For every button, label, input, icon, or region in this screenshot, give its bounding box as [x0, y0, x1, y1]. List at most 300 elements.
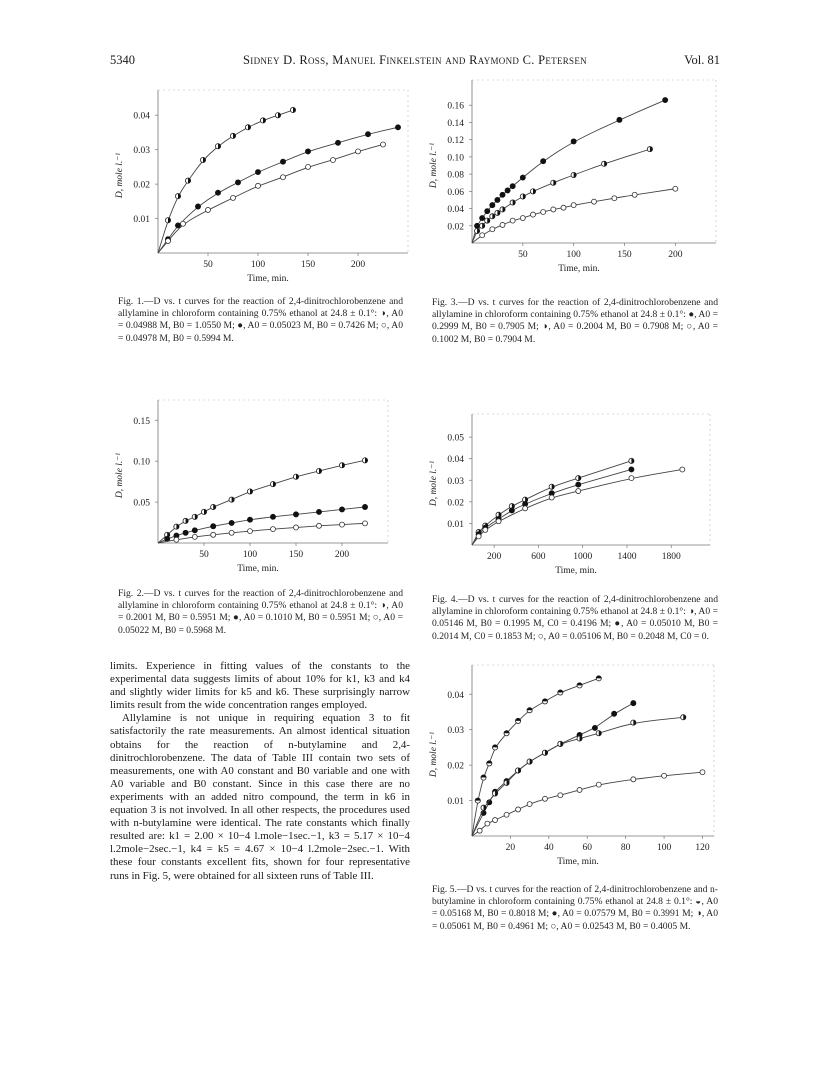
data-point — [200, 157, 205, 162]
marker-open — [256, 183, 261, 188]
data-point — [617, 117, 622, 122]
x-tick-label: 200 — [334, 550, 350, 560]
data-point — [596, 731, 601, 736]
marker-open — [166, 238, 171, 243]
figure-3-plot — [420, 85, 720, 295]
data-point — [515, 718, 520, 723]
data-point — [331, 158, 336, 163]
data-point — [530, 189, 535, 194]
data-point — [527, 759, 532, 764]
data-point — [476, 534, 481, 539]
data-point — [631, 701, 636, 706]
data-point — [576, 489, 581, 494]
fit-curve — [472, 100, 665, 243]
marker-open — [542, 796, 547, 801]
marker-filled — [500, 192, 505, 197]
data-point — [335, 140, 340, 145]
marker-filled — [270, 514, 275, 519]
marker-open — [271, 527, 276, 532]
data-point — [673, 186, 678, 191]
data-point — [612, 196, 617, 201]
data-point — [362, 458, 367, 463]
y-tick-label: 0.03 — [447, 726, 464, 737]
x-tick-label: 200 — [350, 260, 366, 270]
data-point — [280, 159, 285, 164]
marker-open — [520, 216, 525, 221]
marker-filled — [495, 197, 500, 202]
y-tick-label: 0.01 — [447, 519, 464, 530]
data-point — [229, 530, 234, 535]
data-point — [305, 149, 310, 154]
data-point — [485, 218, 490, 223]
figure-2-caption: Fig. 2.—D vs. t curves for the reaction of 2,4-dinitrochlorobenzene and allylamine in chloroform containing 0.75% ethanol at 24.8 ± 0.1°: ◑, A0 = 0.2001 M, B0 = 0.5951 M; ●, A0 = 0.1010 M, B0 = 0.5951 M; ○, A0 = 0.05022 M, B0 = 0.5968 M. — [118, 588, 403, 636]
fit-curve — [472, 149, 650, 243]
marker-filled — [183, 530, 188, 535]
x-axis-label: Time, min. — [558, 264, 600, 274]
data-point — [542, 750, 547, 755]
data-point — [201, 509, 206, 514]
marker-filled — [335, 140, 340, 145]
series-1 — [472, 676, 601, 836]
data-point — [480, 215, 485, 220]
data-point — [485, 821, 490, 826]
data-point — [492, 745, 497, 750]
data-point — [504, 731, 509, 736]
data-point — [255, 169, 260, 174]
x-tick-label: 150 — [288, 550, 304, 560]
data-point — [293, 474, 298, 479]
marker-filled — [175, 223, 180, 228]
data-point — [381, 142, 386, 147]
data-point — [558, 741, 563, 746]
data-point — [541, 210, 546, 215]
data-point — [480, 223, 485, 228]
marker-open — [181, 221, 186, 226]
data-point — [293, 512, 298, 517]
marker-filled — [663, 97, 668, 102]
data-point — [577, 736, 582, 741]
marker-open — [306, 164, 311, 169]
data-point — [515, 768, 520, 773]
data-point — [629, 458, 634, 463]
data-point — [490, 203, 495, 208]
figure-4-caption: Fig. 4.—D vs. t curves for the reaction of 2,4-dinitrochlorobenzene and allylamine in chloroform containing 0.75% ethanol at 24.8 ± 0.1°: ◑, A0 = 0.05146 M, B0 = 0.1995 M, C0 = 0.4196 M; ●, A0 = 0.05010 M, B0 = 0.2014 M, C0 = 0.1853 M; ○, A0 = 0.05106 M, B0 = 0.2048 M, C0 = 0. — [432, 594, 718, 642]
running-header — [110, 53, 720, 73]
data-point — [629, 467, 634, 472]
marker-filled — [617, 117, 622, 122]
marker-open — [476, 534, 481, 539]
fit-curve — [472, 469, 631, 545]
data-point — [211, 504, 216, 509]
data-point — [256, 183, 261, 188]
data-point — [175, 194, 180, 199]
data-point — [632, 192, 637, 197]
marker-open — [496, 519, 501, 524]
marker-filled — [571, 139, 576, 144]
figure-5 — [420, 668, 720, 882]
figure-4 — [420, 393, 720, 593]
marker-open — [504, 812, 509, 817]
data-point — [474, 223, 479, 228]
data-point — [483, 527, 488, 532]
data-point — [500, 192, 505, 197]
data-point — [558, 690, 563, 695]
x-tick-label: 80 — [620, 843, 631, 853]
data-point — [281, 175, 286, 180]
data-point — [475, 798, 480, 803]
marker-open — [662, 773, 667, 778]
data-point — [505, 188, 510, 193]
data-point — [245, 125, 250, 130]
series-3 — [158, 142, 386, 253]
data-point — [270, 514, 275, 519]
data-point — [490, 214, 495, 219]
y-axis-label: D, mole l.⁻¹ — [429, 460, 439, 507]
marker-open — [551, 207, 556, 212]
x-tick-label: 150 — [300, 260, 316, 270]
x-tick-label: 60 — [582, 843, 592, 853]
data-point — [680, 467, 685, 472]
x-axis-label: Time, min. — [557, 857, 599, 867]
fit-curve — [158, 523, 365, 543]
data-point — [509, 508, 514, 513]
running-authors: Sidney D. Ross, Manuel Finkelstein and Raymond C. Petersen — [243, 53, 587, 67]
data-point — [165, 218, 170, 223]
data-point — [195, 204, 200, 209]
data-point — [647, 147, 652, 152]
marker-filled — [485, 209, 490, 214]
data-point — [520, 194, 525, 199]
marker-open — [281, 175, 286, 180]
marker-filled — [229, 520, 234, 525]
data-point — [229, 520, 234, 525]
data-point — [571, 139, 576, 144]
marker-filled — [365, 132, 370, 137]
series-1 — [472, 97, 668, 243]
data-point — [230, 133, 235, 138]
x-tick-label: 120 — [695, 843, 710, 853]
data-point — [363, 521, 368, 526]
marker-open — [231, 195, 236, 200]
y-tick-label: 0.10 — [447, 153, 464, 164]
data-point — [541, 159, 546, 164]
marker-open — [629, 476, 634, 481]
marker-filled — [474, 223, 479, 228]
data-point — [211, 532, 216, 537]
y-tick-label: 0.01 — [133, 215, 150, 226]
y-tick-label: 0.02 — [447, 222, 464, 233]
y-tick-label: 0.02 — [447, 761, 464, 772]
x-axis-label: Time, min. — [237, 564, 279, 574]
x-tick-label: 100 — [656, 843, 672, 853]
paragraph-2: Allylamine is not unique in requiring equation 3 to fit satisfactorily the rate measurements. An almost identical situation obtains for the reaction of n-butylamine and 2,4-dinitrochlorobenzene. The data of Table III contain two sets of measurements, one with A0 constant and B0 variable and one with A0 variable and B0 constant. Since in this case there are no experiments with an added nitro compound, the term in k6 in equation 3 is not involved. In all other respects, the procedures used with n-butylamine were identical. The rate constants which finally resulted are: k1 = 2.00 × 10−4 l.mole−1sec.−1, k3 = 5.17 × 10−4 l.2mole−2sec.−1, k4 = k5 = 4.67 × 10−4 l.2mole−2sec.−1. With these four constants excellent fits, shown for four representative runs in Fig. 5, were obtained for all sixteen runs of Table III. — [110, 712, 410, 882]
marker-open — [331, 158, 336, 163]
data-point — [520, 216, 525, 221]
x-tick-label: 50 — [518, 250, 528, 260]
data-point — [523, 506, 528, 511]
y-tick-label: 0.02 — [447, 498, 464, 509]
marker-filled — [395, 125, 400, 130]
x-tick-label: 100 — [566, 250, 581, 260]
data-point — [542, 699, 547, 704]
data-point — [592, 725, 597, 730]
data-point — [166, 238, 171, 243]
marker-open — [558, 793, 563, 798]
page-number: 5340 — [110, 53, 135, 67]
data-point — [495, 210, 500, 215]
data-point — [576, 476, 581, 481]
data-point — [339, 463, 344, 468]
figure-2 — [108, 380, 408, 585]
marker-open — [317, 523, 322, 528]
fit-curve — [472, 703, 633, 836]
marker-filled — [510, 184, 515, 189]
y-axis-label: D, mole l.⁻¹ — [115, 452, 125, 499]
data-point — [270, 481, 275, 486]
marker-open — [631, 777, 636, 782]
y-axis-label: D, mole l.⁻¹ — [429, 731, 439, 778]
marker-filled — [305, 149, 310, 154]
marker-filled — [339, 507, 344, 512]
data-point — [339, 507, 344, 512]
marker-open — [571, 203, 576, 208]
data-point — [362, 504, 367, 509]
data-point — [206, 207, 211, 212]
marker-open — [485, 821, 490, 826]
series-2 — [158, 125, 401, 253]
marker-open — [510, 218, 515, 223]
y-tick-label: 0.02 — [133, 180, 150, 191]
series-2 — [472, 467, 634, 545]
data-point — [516, 807, 521, 812]
data-point — [496, 519, 501, 524]
marker-open — [673, 186, 678, 191]
figure-5-plot — [420, 668, 720, 882]
data-point — [681, 715, 686, 720]
y-tick-label: 0.04 — [447, 205, 464, 216]
data-point — [602, 161, 607, 166]
y-tick-label: 0.16 — [447, 101, 464, 112]
data-point — [316, 509, 321, 514]
y-tick-label: 0.04 — [447, 455, 464, 466]
x-tick-label: 1400 — [617, 552, 637, 562]
data-point — [474, 228, 479, 233]
data-point — [504, 780, 509, 785]
y-tick-label: 0.10 — [133, 457, 150, 468]
y-tick-label: 0.01 — [447, 797, 464, 808]
marker-open — [549, 495, 554, 500]
data-point — [481, 805, 486, 810]
data-point — [531, 212, 536, 217]
data-point — [577, 787, 582, 792]
volume-label: Vol. 81 — [684, 53, 720, 67]
data-point — [192, 528, 197, 533]
figure-1-plot — [108, 85, 408, 293]
marker-open — [229, 530, 234, 535]
data-point — [215, 190, 220, 195]
data-point — [271, 527, 276, 532]
x-tick-label: 20 — [505, 843, 516, 853]
marker-open — [516, 807, 521, 812]
data-point — [306, 164, 311, 169]
x-tick-label: 1800 — [661, 552, 681, 562]
y-tick-label: 0.05 — [133, 498, 150, 509]
figure-3-caption: Fig. 3.—D vs. t curves for the reaction of 2,4-dinitrochlorobenzene and allylamine in chloroform containing 0.75% ethanol at 24.8 ± 0.1°: ●, A0 = 0.2999 M, B0 = 0.7905 M; ◑, A0 = 0.2004 M, B0 = 0.7908 M; ○, A0 = 0.1002 M, B0 = 0.7904 M. — [432, 297, 718, 345]
data-point — [175, 223, 180, 228]
data-point — [211, 524, 216, 529]
marker-open — [541, 210, 546, 215]
data-point — [485, 209, 490, 214]
marker-open — [356, 149, 361, 154]
data-point — [510, 184, 515, 189]
data-point — [629, 476, 634, 481]
x-tick-label: 600 — [531, 552, 546, 562]
marker-filled — [576, 482, 581, 487]
marker-open — [500, 222, 505, 227]
data-point — [490, 227, 495, 232]
data-point — [527, 802, 532, 807]
data-point — [487, 761, 492, 766]
figure-5-caption: Fig. 5.—D vs. t curves for the reaction of 2,4-dinitrochlorobenzene and n-butylamine in chloroform containing 0.75% ethanol at 24.8 ± 0.1°: ◒, A0 = 0.05168 M, B0 = 0.8018 M; ●, A0 = 0.07579 M, B0 = 0.3991 M; ◑, A0 = 0.05061 M, B0 = 0.4961 M; ○, A0 = 0.02543 M, B0 = 0.4005 M. — [432, 884, 718, 932]
x-axis-label: Time, min. — [555, 566, 597, 576]
data-point — [493, 818, 498, 823]
y-axis-label: D, mole l.⁻¹ — [429, 142, 439, 189]
data-point — [542, 796, 547, 801]
data-point — [229, 497, 234, 502]
data-point — [596, 782, 601, 787]
series-2 — [472, 701, 636, 836]
data-point — [174, 537, 179, 542]
marker-open — [527, 802, 532, 807]
marker-open — [192, 534, 197, 539]
y-tick-label: 0.12 — [447, 136, 464, 147]
data-point — [596, 676, 601, 681]
data-point — [549, 484, 554, 489]
marker-open — [680, 467, 685, 472]
marker-filled — [316, 509, 321, 514]
y-axis-label: D, mole l.⁻¹ — [115, 152, 125, 199]
data-point — [631, 777, 636, 782]
x-tick-label: 150 — [617, 250, 632, 260]
x-tick-label: 40 — [544, 843, 554, 853]
marker-filled — [255, 169, 260, 174]
marker-open — [612, 196, 617, 201]
data-point — [504, 812, 509, 817]
marker-open — [700, 770, 705, 775]
data-point — [183, 518, 188, 523]
data-point — [662, 773, 667, 778]
y-tick-label: 0.08 — [447, 170, 464, 181]
data-point — [520, 175, 525, 180]
data-point — [275, 113, 280, 118]
fit-curve — [158, 460, 365, 543]
marker-filled — [631, 701, 636, 706]
data-point — [480, 233, 485, 238]
data-point — [235, 180, 240, 185]
data-point — [395, 125, 400, 130]
marker-filled — [505, 188, 510, 193]
data-point — [481, 775, 486, 780]
marker-open — [294, 525, 299, 530]
data-point — [294, 525, 299, 530]
data-point — [631, 720, 636, 725]
marker-filled — [211, 524, 216, 529]
marker-filled — [280, 159, 285, 164]
data-point — [215, 144, 220, 149]
x-tick-label: 200 — [668, 250, 683, 260]
data-point — [551, 207, 556, 212]
data-point — [185, 178, 190, 183]
marker-filled — [490, 203, 495, 208]
marker-filled — [362, 504, 367, 509]
figure-1 — [108, 85, 408, 293]
data-point — [500, 207, 505, 212]
data-point — [247, 517, 252, 522]
marker-open — [206, 207, 211, 212]
marker-open — [632, 192, 637, 197]
data-point — [577, 683, 582, 688]
series-1 — [472, 458, 634, 545]
data-point — [561, 205, 566, 210]
data-point — [558, 793, 563, 798]
marker-open — [248, 529, 253, 534]
marker-open — [531, 212, 536, 217]
data-point — [174, 524, 179, 529]
data-point — [260, 118, 265, 123]
data-point — [510, 218, 515, 223]
fit-curve — [158, 110, 293, 253]
marker-filled — [592, 725, 597, 730]
fit-curve — [472, 461, 631, 545]
y-tick-label: 0.04 — [447, 690, 464, 701]
marker-filled — [509, 508, 514, 513]
data-point — [576, 482, 581, 487]
marker-filled — [215, 190, 220, 195]
y-tick-label: 0.03 — [133, 146, 150, 157]
x-tick-label: 50 — [199, 550, 209, 560]
y-tick-label: 0.04 — [133, 111, 150, 122]
series-2 — [158, 504, 368, 543]
marker-filled — [293, 512, 298, 517]
data-point — [500, 222, 505, 227]
data-point — [477, 828, 482, 833]
figure-2-plot — [108, 380, 408, 585]
data-point — [527, 708, 532, 713]
body-text — [110, 660, 410, 883]
series-2 — [472, 147, 653, 243]
marker-open — [211, 532, 216, 537]
y-tick-label: 0.14 — [447, 118, 464, 129]
marker-open — [493, 818, 498, 823]
data-point — [571, 172, 576, 177]
marker-filled — [195, 204, 200, 209]
data-point — [571, 203, 576, 208]
data-point — [495, 197, 500, 202]
data-point — [247, 489, 252, 494]
data-point — [192, 534, 197, 539]
data-point — [612, 711, 617, 716]
x-tick-label: 50 — [203, 260, 213, 270]
marker-open — [576, 489, 581, 494]
data-point — [231, 195, 236, 200]
marker-open — [340, 522, 345, 527]
marker-open — [596, 782, 601, 787]
data-point — [492, 791, 497, 796]
fit-curve — [158, 127, 398, 253]
marker-filled — [235, 180, 240, 185]
data-point — [183, 530, 188, 535]
marker-filled — [480, 215, 485, 220]
